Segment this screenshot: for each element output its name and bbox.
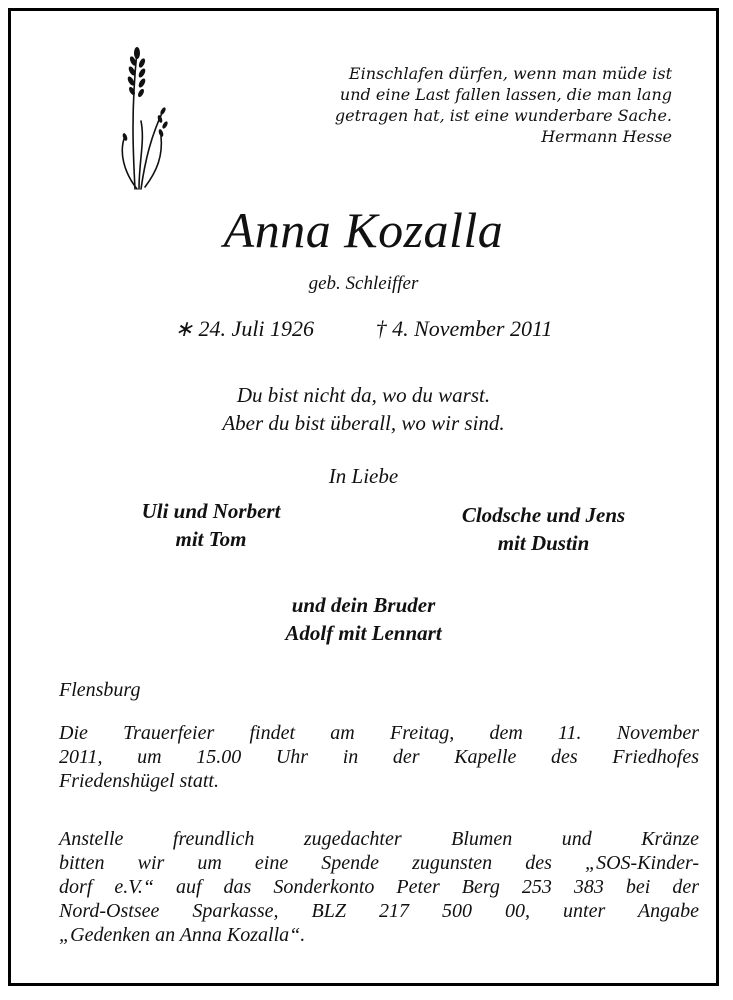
mourners-left xyxy=(101,497,321,553)
mourner-line: und dein Bruder xyxy=(291,593,436,617)
mourners-right xyxy=(421,501,666,557)
deceased-name: Anna Kozalla xyxy=(223,202,504,258)
in-love-label: In Liebe xyxy=(328,464,399,488)
birth-date: ∗ 24. Juli 1926 xyxy=(174,316,315,341)
grass-plant-icon xyxy=(111,41,181,191)
verse-line: Du bist nicht da, wo du warst. xyxy=(236,383,491,407)
mourner-line: mit Tom xyxy=(175,527,247,551)
donation-info xyxy=(59,827,699,947)
mourners-center xyxy=(11,591,716,647)
death-date: † 4. November 2011 xyxy=(375,316,553,341)
city-name: Flensburg xyxy=(59,679,141,701)
service-line: Die Trauerfeier findet am Freitag, dem 11. November xyxy=(59,722,699,744)
maiden-name: geb. Schleiffer xyxy=(308,273,419,294)
donation-line: Anstelle freundlich zugedachter Blumen und Kränze xyxy=(59,828,699,850)
quote-author: Hermann Hesse xyxy=(541,127,672,146)
donation-line: „Gedenken an Anna Kozalla“. xyxy=(59,924,306,946)
quote-line: Einschlafen dürfen, wenn man müde ist xyxy=(348,64,672,83)
donation-line: dorf e.V.“ auf das Sonderkonto Peter Berg 253 383 bei der xyxy=(59,876,699,898)
quote-line: und eine Last fallen lassen, die man lang xyxy=(339,85,672,104)
donation-line: bitten wir um eine Spende zugunsten des „SOS-Kinder- xyxy=(59,852,699,874)
life-dates xyxy=(11,316,716,342)
mourner-line: Clodsche und Jens xyxy=(461,503,626,527)
funeral-service-info xyxy=(59,721,699,793)
mourner-line: mit Dustin xyxy=(497,531,590,555)
epigraph-quote xyxy=(252,63,672,147)
service-line: Friedenshügel statt. xyxy=(59,770,219,792)
donation-line: Nord-Ostsee Sparkasse, BLZ 217 500 00, unter Angabe xyxy=(59,900,699,922)
mourner-line: Uli und Norbert xyxy=(141,499,281,523)
memorial-verse xyxy=(11,381,716,437)
service-line: 2011, um 15.00 Uhr in der Kapelle des Friedhofes xyxy=(59,746,699,768)
obituary-frame xyxy=(8,8,719,986)
quote-line: getragen hat, ist eine wunderbare Sache. xyxy=(334,106,672,125)
mourner-line: Adolf mit Lennart xyxy=(285,621,442,645)
verse-line: Aber du bist überall, wo wir sind. xyxy=(222,411,505,435)
